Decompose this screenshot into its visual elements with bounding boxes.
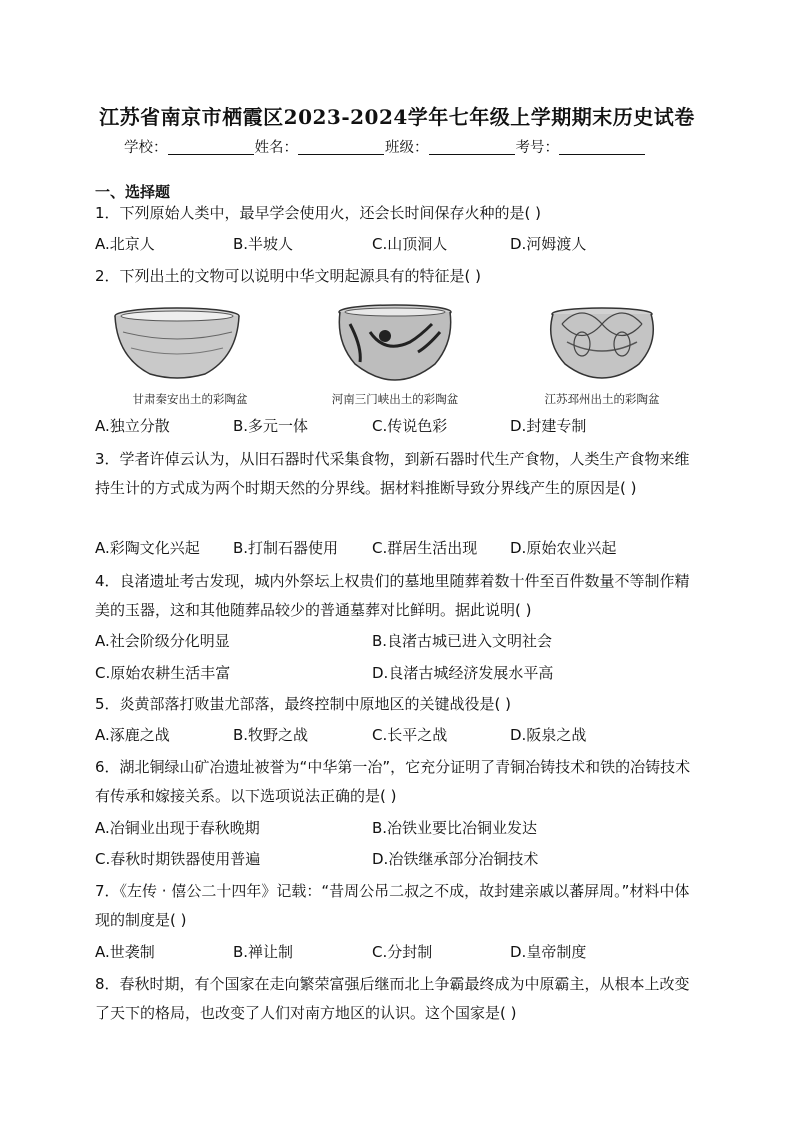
q5-option-d: D.阪泉之战 [510,726,587,744]
question-6-stem: 6．湖北铜绿山矿冶遗址被誉为“中华第一冶”，它充分证明了青铜冶铸技术和铁的冶铸技术有传承和嫁接关系。以下选项说法正确的是( ) [95,758,691,805]
exam-title: 江苏省南京市栖霞区2023-2024学年七年级上学期期末历史试卷 [99,105,695,129]
painted-pottery-bowl-icon [507,302,697,384]
q5-option-a: A.涿鹿之战 [95,726,170,744]
pottery-image-jiangsu [507,302,697,407]
student-info-line [124,136,684,157]
q7-option-d: D.皇帝制度 [510,943,587,961]
question-6-options-row2 [95,848,701,872]
name-label: 姓名： [254,140,298,156]
pottery-image-henan [300,302,490,407]
q3-option-b: B.打制石器使用 [233,539,339,557]
q4-option-b: B.良渚古城已进入文明社会 [372,632,553,650]
q6-option-b: B.冶铁业要比冶铜业发达 [372,819,538,837]
question-2-stem: 2．下列出土的文物可以说明中华文明起源具有的特征是( ) [95,267,482,285]
pottery-caption-henan: 河南三门峡出土的彩陶盆 [331,392,459,406]
q6-option-c: C.春秋时期铁器使用普遍 [95,850,261,868]
painted-pottery-bowl-icon [95,302,285,384]
pottery-figure [95,302,701,407]
q3-option-d: D.原始农业兴起 [510,539,617,557]
q5-option-b: B.牧野之战 [233,726,309,744]
pottery-caption-jiangsu: 江苏邳州出土的彩陶盆 [544,392,660,406]
school-label: 学校： [124,140,168,156]
q2-option-c: C.传说色彩 [372,417,448,435]
q4-option-d: D.良渚古城经济发展水平高 [372,664,554,682]
question-7-options [95,941,701,965]
q4-option-c: C.原始农耕生活丰富 [95,664,231,682]
painted-pottery-bowl-icon [300,302,490,384]
number-label: 考号： [515,140,559,156]
q3-option-a: A.彩陶文化兴起 [95,539,200,557]
q4-option-a: A.社会阶级分化明显 [95,632,230,650]
pottery-caption-gansu: 甘肃秦安出土的彩陶盆 [132,392,248,406]
question-7-stem: 7．《左传 · 僖公二十四年》记载：“昔周公吊二叔之不成，故封建亲戚以蕃屏周。”材料中体现的制度是( ) [95,882,690,929]
question-6-options-row1 [95,817,701,841]
q1-option-d: D.河姆渡人 [510,235,587,253]
q1-option-a: A.北京人 [95,235,155,253]
q5-option-c: C.长平之战 [372,726,448,744]
school-blank [168,140,254,155]
pottery-image-gansu [95,302,285,407]
question-5-stem: 5．炎黄部落打败蚩尤部落，最终控制中原地区的关键战役是( ) [95,695,512,713]
question-3-stem: 3．学者许倬云认为，从旧石器时代采集食物，到新石器时代生产食物，人类生产食物来维持生计的方式成为两个时期天然的分界线。据材料推断导致分界线产生的原因是( ) [95,450,690,497]
q6-option-d: D.冶铁继承部分冶铜技术 [372,850,539,868]
question-1-options [95,233,701,257]
class-blank [429,140,515,155]
q7-option-a: A.世袭制 [95,943,155,961]
q7-option-c: C.分封制 [372,943,433,961]
q3-option-c: C.群居生活出现 [372,539,478,557]
question-2-options [95,415,701,439]
question-5-options [95,724,701,748]
q6-option-a: A.冶铜业出现于春秋晚期 [95,819,260,837]
class-label: 班级： [385,140,429,156]
question-1-stem: 1．下列原始人类中，最早学会使用火，还会长时间保存火种的是( ) [95,204,542,222]
q7-option-b: B.禅让制 [233,943,294,961]
q1-option-b: B.半坡人 [233,235,294,253]
number-blank [559,140,645,155]
question-3-options [95,537,701,561]
q2-option-b: B.多元一体 [233,417,309,435]
section-heading: 一、选择题 [95,183,171,201]
q2-option-a: A.独立分散 [95,417,170,435]
question-4-stem: 4．良渚遗址考古发现，城内外祭坛上权贵们的墓地里随葬着数十件至百件数量不等制作精美的玉器，这和其他随葬品较少的普通墓葬对比鲜明。据此说明( ) [95,572,690,619]
q1-option-c: C.山顶洞人 [372,235,448,253]
question-4-options-row1 [95,630,701,654]
name-blank [298,140,384,155]
q2-option-d: D.封建专制 [510,417,587,435]
question-8-stem: 8．春秋时期，有个国家在走向繁荣富强后继而北上争霸最终成为中原霸主，从根本上改变了天下的格局，也改变了人们对南方地区的认识。这个国家是( ) [95,975,690,1022]
question-4-options-row2 [95,662,701,686]
